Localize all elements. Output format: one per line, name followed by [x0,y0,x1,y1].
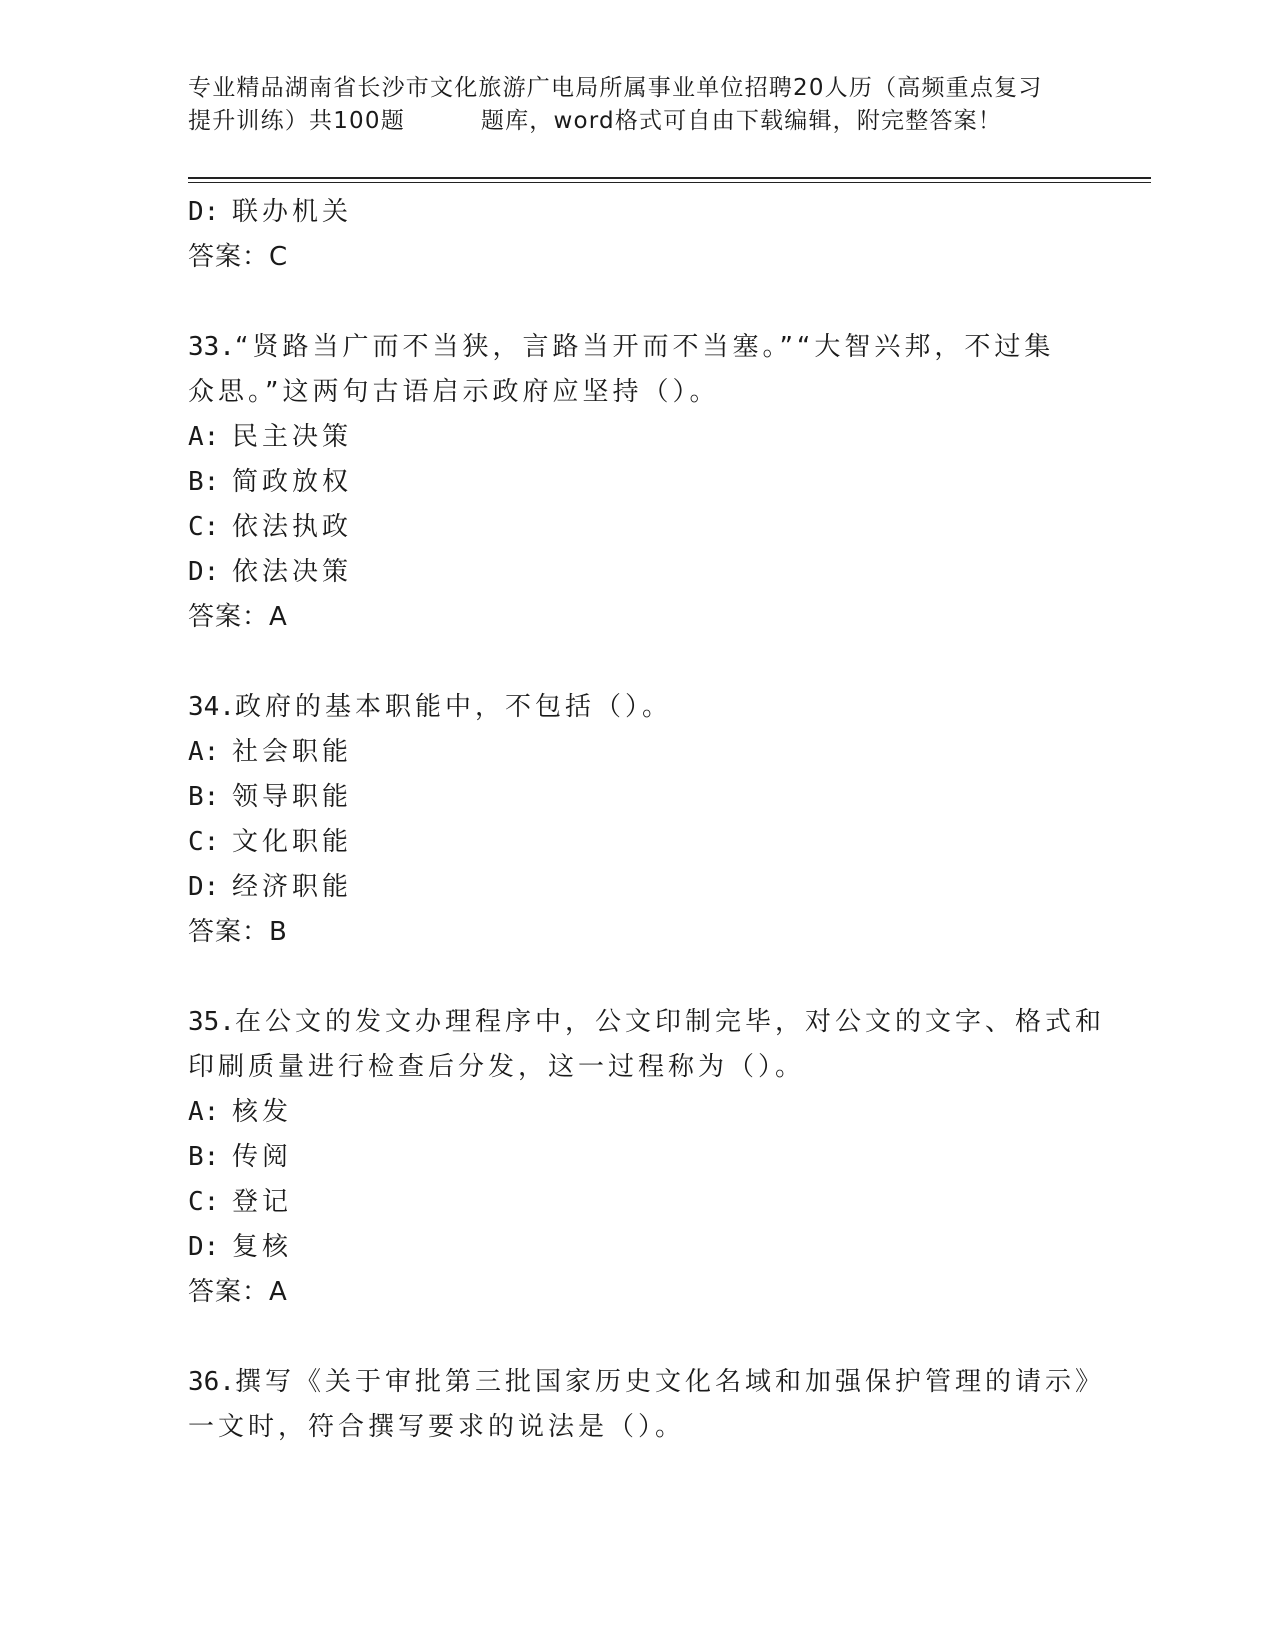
question-number: 34. [188,692,235,722]
page-header [188,72,1088,138]
question-answer: 答案：A [188,1277,288,1307]
header-divider-thick [188,177,1151,179]
option-letter: D: [188,1232,220,1262]
question-stem-text: 撰写《关于审批第三批国家历史文化名域和加强保护管理的请示》 [234,1367,1105,1397]
option-text: 简政放权 [232,467,353,497]
question-option-c [188,1180,1088,1225]
question-33 [188,325,1088,640]
question-option-a [188,730,1088,775]
question-answer: 答案：B [188,917,288,947]
header-title-line-1: 专业精品湖南省长沙市文化旅游广电局所属事业单位招聘20人历（高频重点复习 [188,75,1043,101]
option-letter: C: [188,512,220,542]
question-option-d [188,550,1088,595]
question-number: 36. [188,1367,235,1397]
question-option-b [188,1135,1088,1180]
option-text: 登记 [232,1187,293,1217]
prev-question-option-d [188,190,1088,235]
option-letter: B: [188,467,220,497]
option-text: 领导职能 [232,782,353,812]
question-stem-line-1 [188,1360,1105,1405]
option-text: 联办机关 [232,197,353,227]
header-title-line-2 [188,105,1088,138]
option-letter: D: [188,872,220,902]
option-letter: B: [188,782,220,812]
option-text: 复核 [232,1232,293,1262]
option-text: 核发 [232,1097,293,1127]
prev-question-answer: 答案：C [188,242,289,272]
question-number: 33. [188,332,235,362]
question-35 [188,1000,1105,1315]
question-option-d [188,865,1088,910]
option-text: 依法执政 [232,512,353,542]
option-letter: A: [188,422,220,452]
question-34 [188,685,1088,955]
question-stem-text: “贤路当广而不当狭，言路当开而不当塞。”“大智兴邦，不过集 [234,332,1055,362]
option-letter: B: [188,1142,220,1172]
question-stem-line-2: 印刷质量进行检查后分发，这一过程称为（）。 [188,1052,806,1082]
question-option-a [188,415,1088,460]
question-content [188,190,1105,1450]
option-text: 传阅 [232,1142,293,1172]
option-text: 社会职能 [232,737,353,767]
option-letter: D: [188,197,220,227]
question-number: 35. [188,1007,235,1037]
question-option-b [188,460,1088,505]
option-letter: A: [188,1097,220,1127]
header-title-line-2-right: 题库，word格式可自由下载编辑，附完整答案！ [480,108,1003,134]
option-letter: D: [188,557,220,587]
option-letter: A: [188,737,220,767]
option-text: 依法决策 [232,557,353,587]
question-36 [188,1360,1105,1450]
option-letter: C: [188,1187,220,1217]
question-stem-line-1 [188,325,1088,370]
question-stem-line-2: 一文时，符合撰写要求的说法是（）。 [188,1412,686,1442]
option-text: 民主决策 [232,422,353,452]
header-title-line-2-left: 提升训练）共100题 [188,108,405,134]
question-stem-line-1 [188,685,1088,730]
question-option-b [188,775,1088,820]
question-stem-text: 政府的基本职能中，不包括（）。 [234,692,672,722]
option-text: 经济职能 [232,872,353,902]
question-stem-line-1 [188,1000,1105,1045]
question-option-d [188,1225,1088,1270]
header-divider-thin [188,182,1151,183]
question-option-c [188,505,1088,550]
option-text: 文化职能 [232,827,353,857]
question-option-c [188,820,1088,865]
question-stem-line-2: 众思。”这两句古语启示政府应坚持（）。 [188,377,720,407]
option-letter: C: [188,827,220,857]
question-answer: 答案：A [188,602,288,632]
question-option-a [188,1090,1088,1135]
question-stem-text: 在公文的发文办理程序中，公文印制完毕，对公文的文字、格式和 [234,1007,1105,1037]
